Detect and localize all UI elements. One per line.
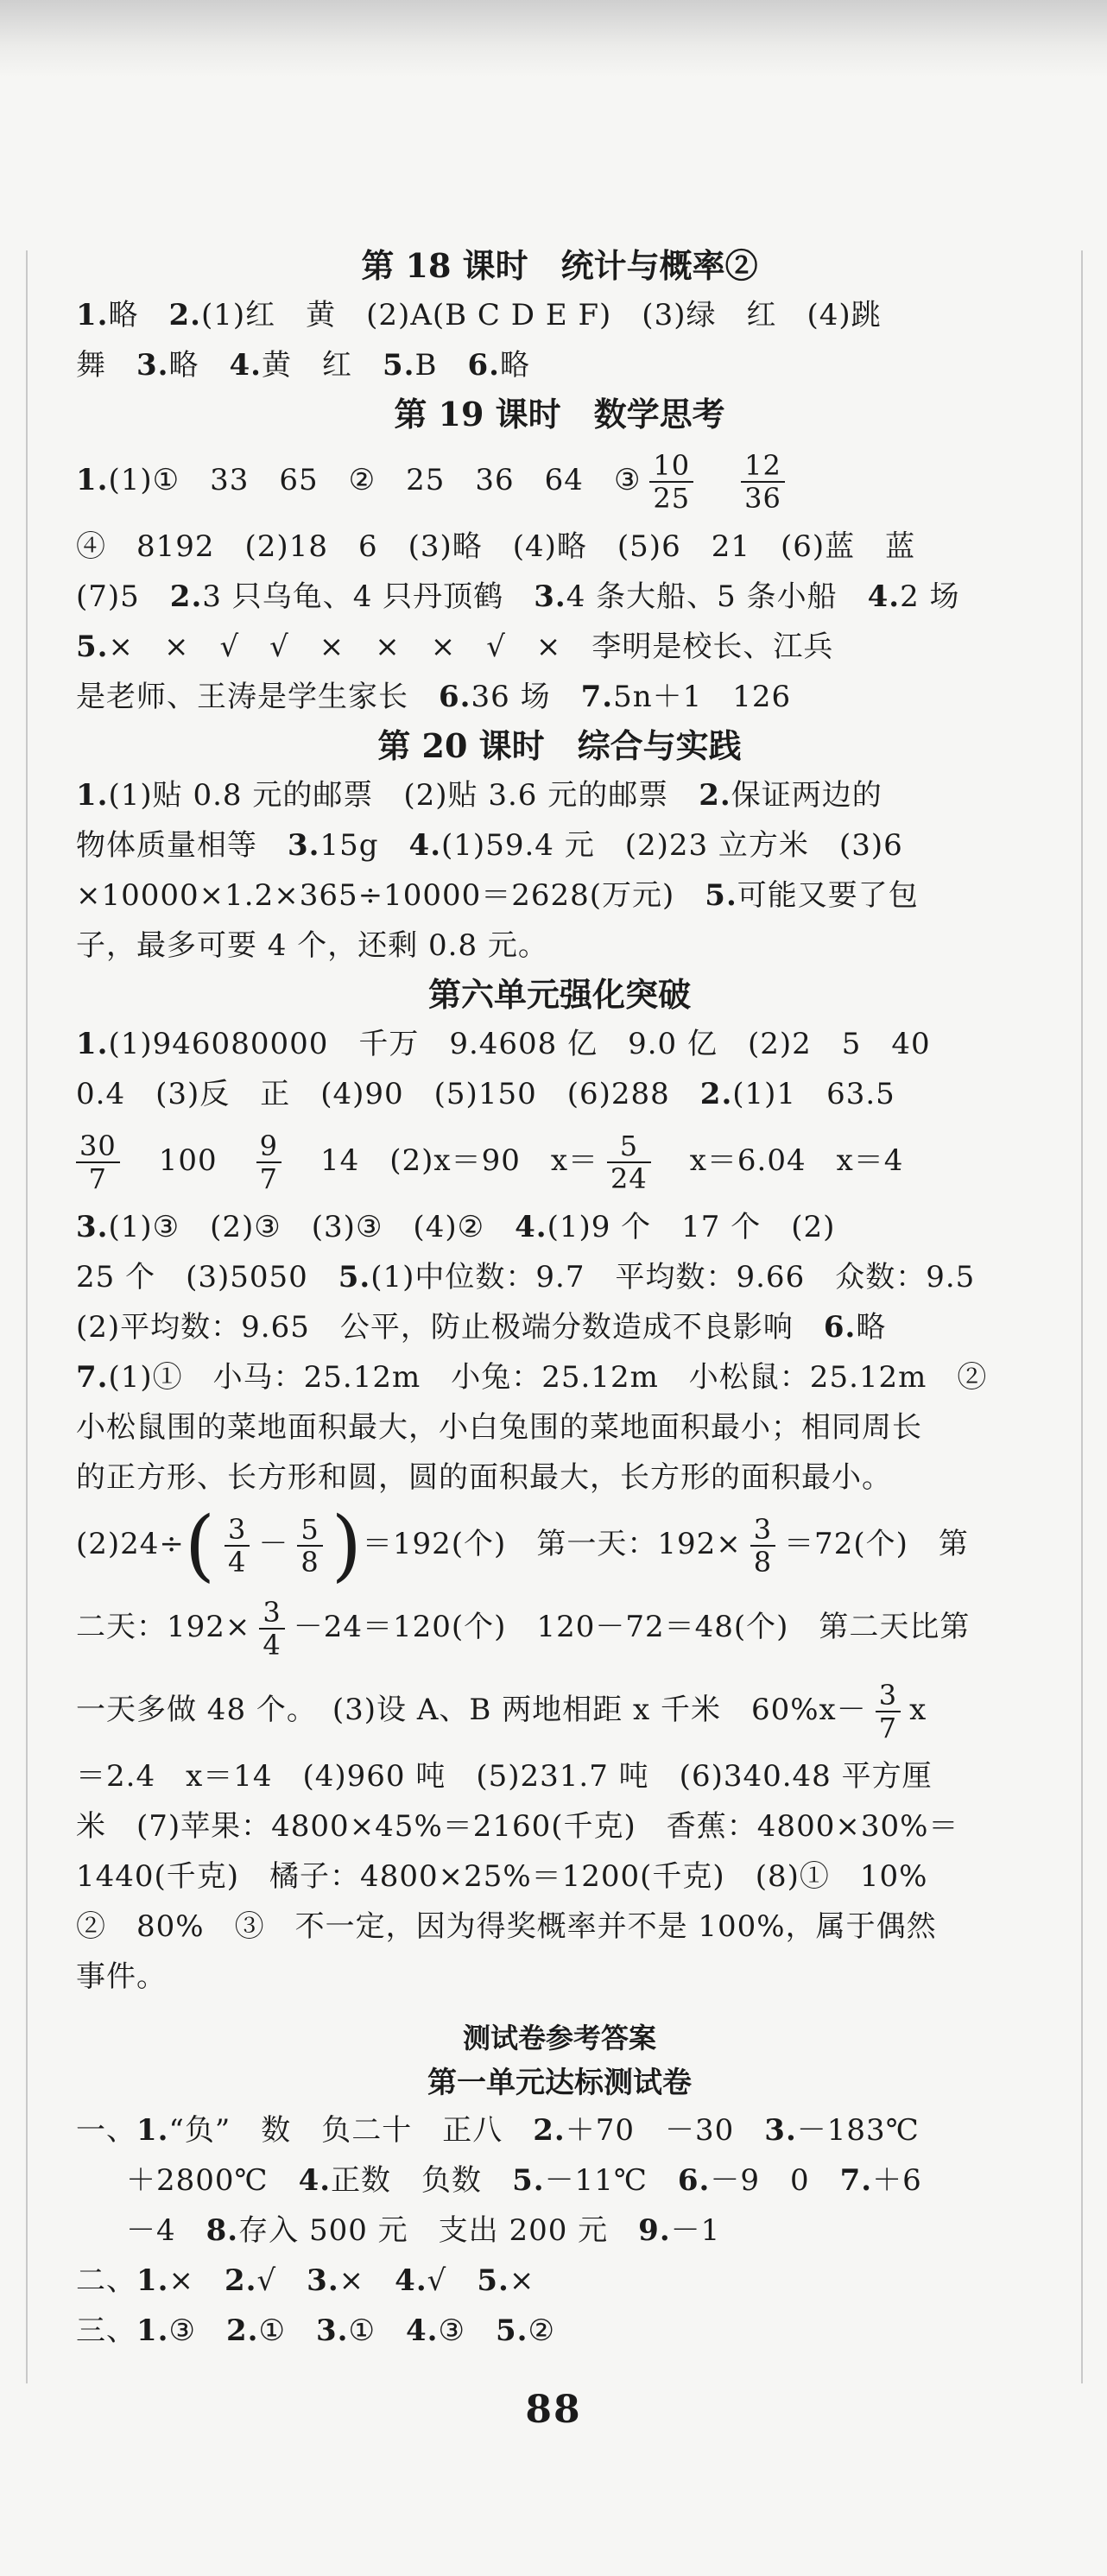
item-number: 5. — [383, 348, 415, 383]
answer-text: 物体质量相等 — [76, 828, 288, 863]
unit-6-line-1 — [76, 1019, 1043, 1069]
answer-text: 15g — [319, 828, 409, 863]
item-number: 3. — [136, 348, 169, 383]
item-number: 4. — [298, 2163, 332, 2198]
item-number: 3. — [534, 579, 566, 614]
heading-unit-6: 第六单元强化突破 — [427, 975, 691, 1014]
item-number: 3. — [764, 2113, 797, 2148]
answer-text: 存入 500 元 支出 200 元 — [238, 2213, 639, 2248]
fraction: $\frac{30}{7}$ — [76, 1130, 120, 1194]
unit-6-line-5 — [76, 1252, 1043, 1302]
answer-text: (1)9 个 17 个 (2) — [547, 1210, 836, 1244]
item-number: 1. — [136, 2313, 169, 2348]
fraction: $\frac{5}{24}$ — [607, 1130, 651, 1194]
right-border-line — [1081, 250, 1083, 2383]
answer-text: 二、 — [76, 2263, 136, 2298]
scan-shadow — [0, 0, 1107, 78]
answer-text: √ — [427, 2263, 478, 2298]
answer-text: ① — [258, 2313, 316, 2348]
item-number: 6. — [677, 2163, 711, 2198]
answer-text: 可能又要了包 — [737, 878, 919, 913]
unit-6-line-15: 1440(千克) 橘子：4800×25%＝1200(千克) (8)① 10% — [76, 1859, 928, 1894]
lesson-18-line-1 — [76, 290, 1043, 340]
heading-unit-1-test: 第一单元达标测试卷 — [427, 2066, 692, 2100]
item-number: 8. — [206, 2213, 239, 2248]
unit-6-line-10: (2)24÷( $\frac{3}{4}$ － $\frac{5}{8}$ )＝192(个) 第一天：192× $\frac{3}{8}$ ＝72(个) 第 — [76, 1500, 969, 1591]
answer-text: 略 — [856, 1310, 887, 1345]
fraction: $\frac{3}{7}$ — [876, 1680, 901, 1744]
heading-test-answers: 测试卷参考答案 — [462, 2022, 656, 2054]
item-number: 2. — [533, 2113, 566, 2148]
answer-text: －4 — [126, 2213, 206, 2248]
answer-text: ③ — [438, 2313, 496, 2348]
unit-6-line-2 — [76, 1069, 1043, 1119]
item-number: 4. — [408, 828, 442, 863]
answer-text: 4 条大船、5 条小船 — [566, 579, 868, 614]
answer-text: (2)平均数：9.65 公平，防止极端分数造成不良影响 — [76, 1310, 824, 1345]
fraction: $\frac{12}{36}$ — [741, 450, 785, 514]
item-number: 3. — [76, 1210, 109, 1244]
answer-text: 一、 — [76, 2113, 136, 2148]
unit-6-line-17: 事件。 — [76, 1959, 167, 1994]
item-number: 2. — [699, 1077, 733, 1111]
item-number: 4. — [405, 2313, 439, 2348]
answer-text: (7)5 — [76, 579, 170, 614]
answer-text: 0.4 (3)反 正 (4)90 (5)150 (6)288 — [76, 1077, 700, 1111]
answer-text: －1 — [670, 2213, 721, 2248]
item-number: 1. — [76, 1027, 109, 1061]
answer-text: 黄 红 — [262, 348, 383, 383]
fraction: $\frac{3}{8}$ — [750, 1514, 775, 1578]
item-number: 1. — [76, 298, 109, 332]
answer-text: －183℃ — [796, 2113, 920, 2148]
unit-6-line-8: 小松鼠围的菜地面积最大，小白兔围的菜地面积最小；相同周长 — [76, 1410, 922, 1445]
lesson-19-line-4 — [76, 622, 1043, 672]
heading-lesson-20: 第 20 课时 综合与实践 — [377, 726, 742, 765]
answer-text: －11℃ — [544, 2163, 678, 2198]
answer-text: (1)1 63.5 — [732, 1077, 895, 1111]
item-number: 4. — [867, 579, 901, 614]
item-number: 2. — [168, 298, 201, 332]
answer-text: ×10000×1.2×365÷10000＝2628(万元) — [76, 878, 705, 913]
answer-text: －9 0 — [710, 2163, 840, 2198]
answer-text: (1)59.4 元 (2)23 立方米 (3)6 — [441, 828, 903, 863]
answer-text: 略 — [168, 348, 230, 383]
page-number: 88 — [525, 2388, 582, 2432]
answer-text: ② — [528, 2313, 555, 2348]
answer-text: (1)946080000 千万 9.4608 亿 9.0 亿 (2)2 5 40 — [108, 1027, 931, 1061]
test-1-line-3 — [76, 2206, 1043, 2256]
lesson-19-line-2: ④ 8192 (2)18 6 (3)略 (4)略 (5)6 21 (6)蓝 蓝 — [76, 529, 916, 564]
fraction: $\frac{9}{7}$ — [256, 1130, 281, 1194]
unit-6-line-4 — [76, 1202, 1043, 1252]
test-1-line-5 — [76, 2306, 1043, 2356]
unit-6-line-11: 二天：192× $\frac{3}{4}$ －24＝120(个) 120－72＝48(个) 第二天比第 — [76, 1596, 971, 1661]
answer-text: (1)① 小马：25.12m 小兔：25.12m 小松鼠：25.12m ② — [108, 1360, 988, 1395]
heading-lesson-19: 第 19 课时 数学思考 — [394, 395, 725, 434]
fraction: $\frac{3}{4}$ — [225, 1514, 250, 1578]
answer-text: × — [338, 2263, 395, 2298]
item-number: 1. — [136, 2263, 169, 2298]
unit-6-line-14: 米 (7)苹果：4800×45%＝2160(千克) 香蕉：4800×30%＝ — [76, 1809, 959, 1844]
item-number: 5. — [338, 1260, 371, 1294]
item-number: 5. — [477, 2263, 509, 2298]
item-number: 3. — [315, 2313, 349, 2348]
item-number: 3. — [307, 2263, 339, 2298]
item-number: 7. — [580, 680, 614, 714]
answer-text: B — [414, 348, 468, 383]
answer-text: 25 个 (3)5050 — [76, 1260, 338, 1294]
lesson-19-line-3 — [76, 572, 1043, 622]
unit-6-line-3: $\frac{30}{7}$ 100 $\frac{9}{7}$ 14 (2)x＝90 x＝ $\frac{5}{24}$ x＝6.04 x＝4 — [76, 1119, 1043, 1202]
lesson-19-line-5 — [76, 672, 1043, 722]
answer-text: 5n＋1 126 — [613, 680, 792, 714]
answer-text: (1)贴 0.8 元的邮票 (2)贴 3.6 元的邮票 — [108, 778, 699, 813]
answer-text: ＋6 — [872, 2163, 922, 2198]
item-number: 2. — [699, 778, 731, 813]
answer-text: 正数 负数 — [331, 2163, 513, 2198]
item-number: 1. — [76, 778, 109, 813]
answer-text: × — [509, 2263, 535, 2298]
item-number: 3. — [288, 828, 320, 863]
fraction: $\frac{3}{4}$ — [259, 1597, 284, 1661]
item-number: 6. — [823, 1310, 857, 1345]
answer-text: ① — [348, 2313, 406, 2348]
test-1-line-2 — [76, 2155, 1043, 2206]
answer-text: ＋70 －30 — [565, 2113, 765, 2148]
item-number: 1. — [136, 2113, 169, 2148]
heading-lesson-18: 第 18 课时 统计与概率② — [361, 246, 758, 285]
unit-6-line-12: 一天多做 48 个。 (3)设 A、B 两地相距 x 千米 60%x－ $\frac{3}{7}$ x — [76, 1679, 927, 1744]
item-number: 5. — [705, 878, 737, 913]
lesson-20-line-1 — [76, 770, 1043, 820]
answer-text: 略 — [108, 298, 169, 332]
item-number: 4. — [515, 1210, 547, 1244]
item-number: 4. — [229, 348, 262, 383]
answer-text: 是老师、王涛是学生家长 — [76, 680, 439, 714]
answer-text: × × √ √ × × × √ × 李明是校长、江兵 — [108, 630, 834, 664]
unit-6-line-7 — [76, 1352, 1043, 1402]
item-number: 4. — [395, 2263, 427, 2298]
item-number: 2. — [169, 579, 203, 614]
item-number: 9. — [638, 2213, 671, 2248]
item-number: 2. — [225, 2263, 257, 2298]
test-1-line-4 — [76, 2256, 1043, 2306]
item-number: 5. — [495, 2313, 528, 2348]
unit-6-line-16: ② 80% ③ 不一定，因为得奖概率并不是 100%，属于偶然 — [76, 1909, 937, 1944]
answer-text: 3 只乌龟、4 只丹顶鹤 — [202, 579, 535, 614]
left-border-line — [26, 250, 28, 2383]
unit-6-line-13: ＝2.4 x＝14 (4)960 吨 (5)231.7 吨 (6)340.48 平方厘 — [76, 1759, 933, 1794]
fraction: $\frac{5}{8}$ — [297, 1514, 322, 1578]
answer-text: (1)③ (2)③ (3)③ (4)② — [108, 1210, 516, 1244]
item-number: 5. — [512, 2163, 545, 2198]
answer-text: 保证两边的 — [731, 778, 882, 813]
answer-text: (1)中位数：9.7 平均数：9.66 众数：9.5 — [370, 1260, 976, 1294]
item-number: 6. — [439, 680, 471, 714]
lesson-19-line-1: 1.(1)① 33 65 ② 25 36 64 ③ $\frac{10}{25}$ $\frac{12}{36}$ — [76, 439, 1043, 522]
answer-text: 舞 — [76, 348, 136, 383]
answer-text: × — [168, 2263, 225, 2298]
answer-text: (1)红 黄 (2)A(B C D E F) (3)绿 红 (4)跳 — [201, 298, 882, 332]
lesson-20-line-3 — [76, 870, 1043, 921]
answer-text: ＋2800℃ — [126, 2163, 299, 2198]
answer-text: 2 场 — [900, 579, 960, 614]
unit-6-line-6 — [76, 1302, 1043, 1352]
item-number: 7. — [839, 2163, 873, 2198]
item-number: 6. — [467, 348, 500, 383]
answer-text: 36 场 — [471, 680, 581, 714]
fraction: $\frac{10}{25}$ — [649, 450, 693, 514]
answer-text: ③ — [168, 2313, 226, 2348]
item-number: 7. — [76, 1360, 109, 1395]
answer-text: √ — [256, 2263, 307, 2298]
lesson-18-line-2 — [76, 340, 1043, 390]
lesson-20-line-2 — [76, 820, 1043, 870]
test-1-line-1 — [76, 2105, 1043, 2155]
answer-text: 略 — [500, 348, 530, 383]
lesson-20-line-4: 子，最多可要 4 个，还剩 0.8 元。 — [76, 928, 548, 963]
answer-text: 三、 — [76, 2313, 136, 2348]
answer-column — [76, 242, 1043, 2356]
item-number: 5. — [76, 630, 109, 664]
item-number: 2. — [225, 2313, 259, 2348]
answer-text: “负” 数 负二十 正八 — [168, 2113, 534, 2148]
unit-6-line-9: 的正方形、长方形和圆，圆的面积最大，长方形的面积最小。 — [76, 1460, 892, 1495]
